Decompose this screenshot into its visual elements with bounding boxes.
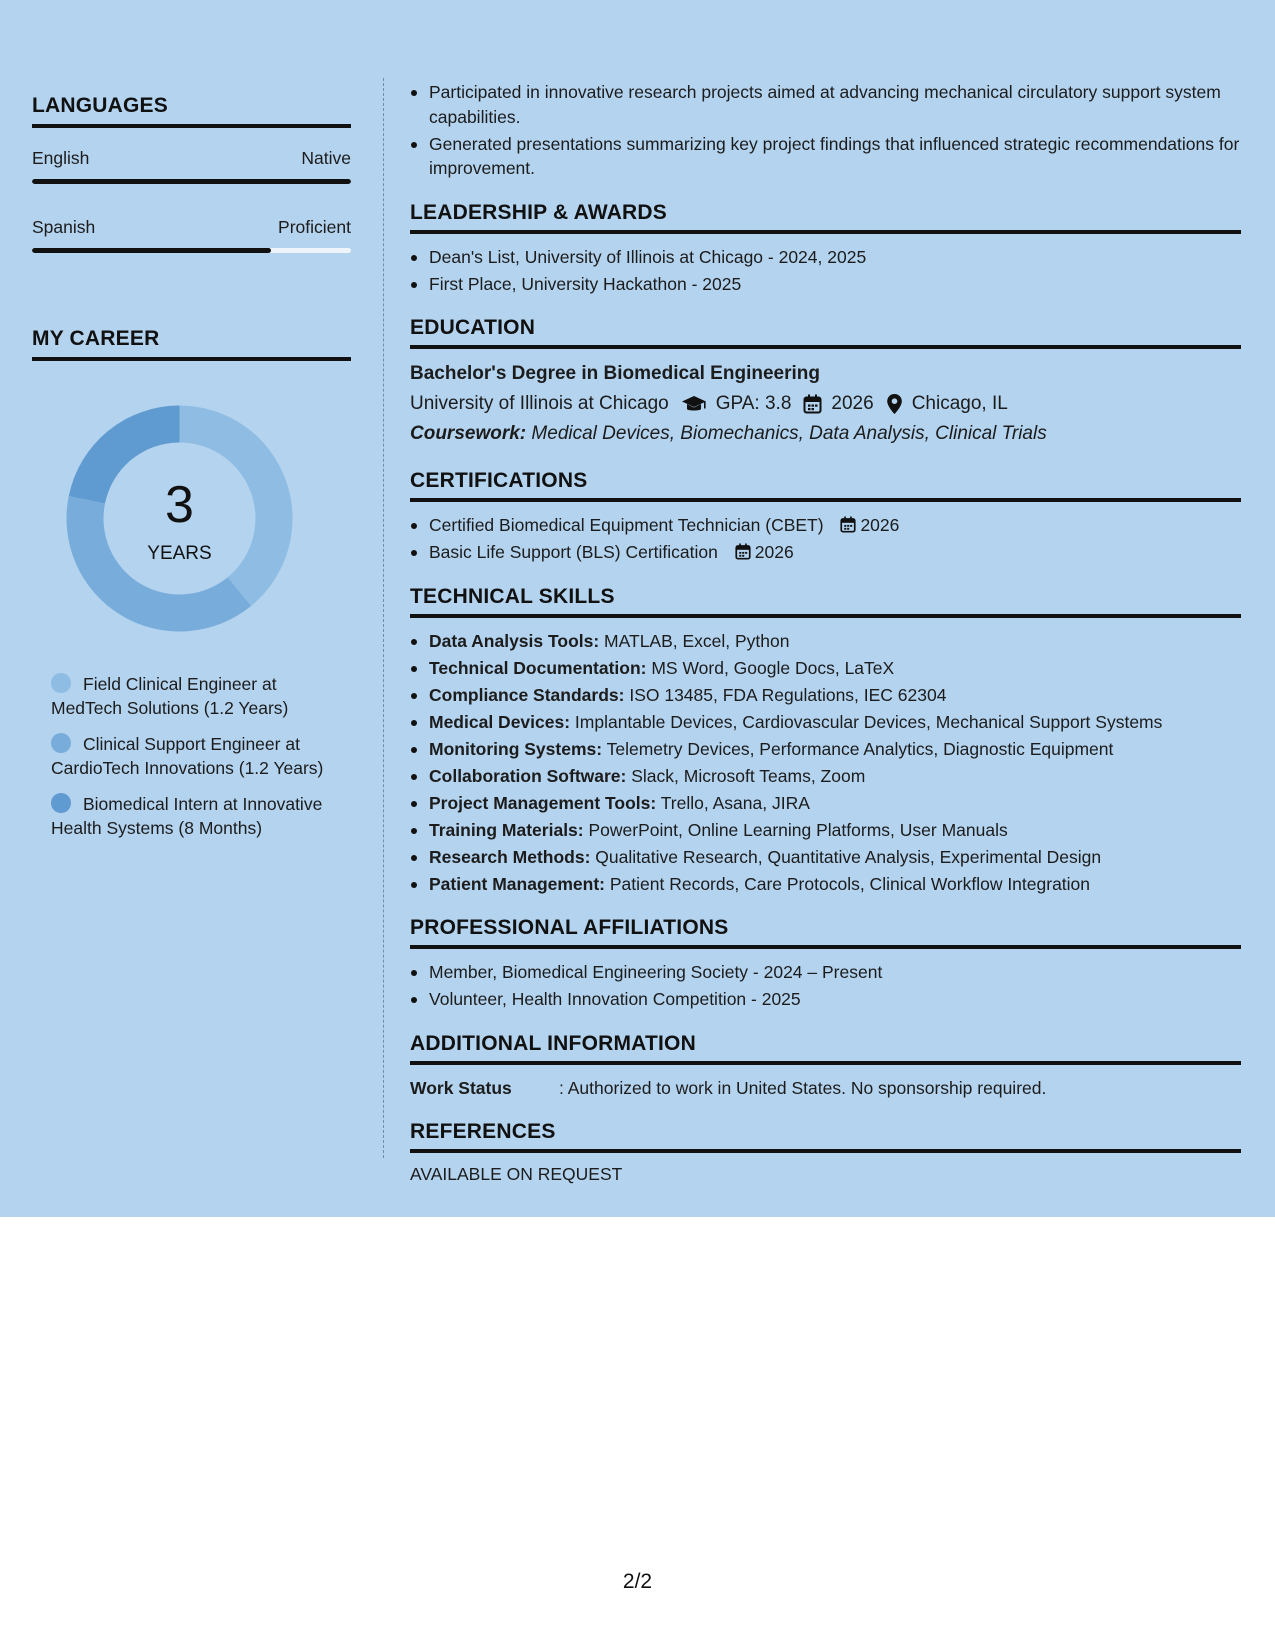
skill-value: PowerPoint, Online Learning Platforms, User Manuals	[583, 819, 1008, 840]
language-bar-fill	[32, 179, 351, 184]
work-status-value: : Authorized to work in United States. No sponsorship required.	[559, 1077, 1047, 1098]
legend-label: Biomedical Intern at Innovative Health Systems (8 Months)	[51, 794, 323, 838]
graduation-cap-icon	[681, 394, 707, 414]
legend-dot-icon	[51, 673, 71, 693]
experience-bullet: Generated presentations summarizing key project findings that influenced strategic recommendations for improvement.	[410, 132, 1241, 181]
career-donut	[66, 405, 293, 632]
skills-rule	[410, 614, 1241, 618]
leadership-item: First Place, University Hackathon - 2025	[410, 272, 1241, 297]
skill-item	[410, 629, 1241, 654]
certifications-heading: CERTIFICATIONS	[410, 469, 588, 492]
career-heading: MY CAREER	[32, 327, 160, 350]
languages-heading: LANGUAGES	[32, 94, 168, 117]
career-legend	[51, 672, 331, 840]
language-level: Proficient	[278, 217, 351, 237]
affiliations-list	[410, 960, 1241, 1012]
languages-section	[32, 94, 351, 253]
work-status	[410, 1076, 1241, 1100]
references-text: AVAILABLE ON REQUEST	[410, 1163, 623, 1184]
skill-item	[410, 656, 1241, 681]
education-gpa: GPA: 3.8	[715, 393, 792, 414]
education-coursework	[410, 419, 1241, 449]
affiliation-item: Volunteer, Health Innovation Competition - 2025	[410, 987, 1241, 1012]
skills-heading: TECHNICAL SKILLS	[410, 584, 615, 608]
affiliations-section	[410, 916, 1241, 1012]
skill-value: Qualitative Research, Quantitative Analysis, Experimental Design	[590, 846, 1102, 867]
skill-label: Collaboration Software:	[429, 765, 627, 786]
certification-name: Basic Life Support (BLS) Certification	[429, 542, 718, 562]
education-heading: EDUCATION	[410, 316, 536, 339]
legend-label: Field Clinical Engineer at MedTech Solutions (1.2 Years)	[51, 674, 289, 718]
leadership-heading: LEADERSHIP & AWARDS	[410, 200, 667, 224]
legend-dot-icon	[51, 793, 71, 813]
page-number: 2/2	[622, 1570, 653, 1593]
skill-value: MS Word, Google Docs, LaTeX	[646, 657, 895, 678]
additional-rule	[410, 1061, 1241, 1065]
education-rule	[410, 345, 1241, 349]
references-rule	[410, 1149, 1241, 1153]
skill-item	[410, 791, 1241, 816]
experience-bullets	[410, 80, 1241, 181]
language-row	[32, 148, 351, 169]
education-location: Chicago, IL	[911, 393, 1008, 414]
references-heading: REFERENCES	[410, 1119, 556, 1143]
skills-list	[410, 629, 1241, 897]
language-level: Native	[301, 148, 351, 168]
work-status-label: Work Status	[410, 1077, 512, 1098]
calendar-icon	[840, 516, 856, 533]
map-pin-icon	[886, 393, 903, 415]
certifications-rule	[410, 498, 1241, 502]
skill-label: Medical Devices:	[429, 711, 571, 732]
skill-item	[410, 737, 1241, 762]
calendar-icon	[803, 394, 822, 414]
coursework-label: Coursework:	[410, 423, 527, 444]
experience-bullet: Participated in innovative research projects aimed at advancing mechanical circulatory support system capabilities.	[410, 80, 1241, 129]
affiliations-heading: PROFESSIONAL AFFILIATIONS	[410, 916, 729, 939]
skill-item	[410, 818, 1241, 843]
skill-value: Telemetry Devices, Performance Analytics, Diagnostic Equipment	[602, 738, 1114, 759]
legend-label: Clinical Support Engineer at CardioTech Innovations (1.2 Years)	[51, 734, 324, 778]
references-section	[410, 1120, 1241, 1185]
skill-value: Slack, Microsoft Teams, Zoom	[626, 765, 866, 786]
skills-section	[410, 585, 1241, 897]
career-total-value: 3	[165, 476, 194, 534]
skill-item	[410, 845, 1241, 870]
left-column	[32, 94, 351, 852]
affiliation-item: Member, Biomedical Engineering Society - 2024 – Present	[410, 960, 1241, 985]
legend-item	[51, 672, 331, 720]
certification-item	[410, 540, 1241, 565]
calendar-icon	[735, 543, 751, 560]
certification-year: 2026	[860, 515, 900, 535]
certification-item	[410, 513, 1241, 538]
skill-value: Implantable Devices, Cardiovascular Devices, Mechanical Support Systems	[570, 711, 1163, 732]
right-column	[410, 80, 1241, 1185]
language-bar	[32, 248, 351, 253]
column-divider	[383, 78, 384, 1158]
career-total-unit: YEARS	[147, 543, 212, 564]
skill-label: Monitoring Systems:	[429, 738, 603, 759]
language-name: Spanish	[32, 217, 96, 237]
legend-item	[51, 792, 331, 840]
skill-value: Trello, Asana, JIRA	[656, 792, 810, 813]
language-row	[32, 217, 351, 238]
skill-item	[410, 872, 1241, 897]
education-section	[410, 316, 1241, 449]
skill-item	[410, 683, 1241, 708]
skill-label: Data Analysis Tools:	[429, 630, 600, 651]
leadership-rule	[410, 230, 1241, 234]
certification-year: 2026	[754, 542, 794, 562]
skill-label: Compliance Standards:	[429, 684, 625, 705]
leadership-section	[410, 201, 1241, 297]
skill-label: Training Materials:	[429, 819, 584, 840]
legend-item	[51, 732, 331, 780]
skill-label: Technical Documentation:	[429, 657, 647, 678]
certifications-list	[410, 513, 1241, 565]
skill-label: Patient Management:	[429, 873, 605, 894]
skill-label: Research Methods:	[429, 846, 591, 867]
education-details	[410, 388, 1241, 419]
language-bar	[32, 179, 351, 184]
skill-value: ISO 13485, FDA Regulations, IEC 62304	[624, 684, 947, 705]
coursework-list: Medical Devices, Biomechanics, Data Analysis, Clinical Trials	[526, 423, 1047, 444]
certifications-section	[410, 469, 1241, 565]
language-name: English	[32, 148, 90, 168]
education-degree: Bachelor's Degree in Biomedical Engineering	[410, 363, 820, 384]
language-bar-fill	[32, 248, 271, 253]
skill-item	[410, 764, 1241, 789]
legend-dot-icon	[51, 733, 71, 753]
languages-rule	[32, 124, 351, 128]
education-school: University of Illinois at Chicago	[410, 393, 669, 414]
skill-item	[410, 710, 1241, 735]
career-section	[32, 327, 351, 840]
skill-value: MATLAB, Excel, Python	[599, 630, 790, 651]
skill-label: Project Management Tools:	[429, 792, 657, 813]
additional-heading: ADDITIONAL INFORMATION	[410, 1031, 696, 1055]
skill-value: Patient Records, Care Protocols, Clinical Workflow Integration	[605, 873, 1091, 894]
career-rule	[32, 357, 351, 361]
additional-section	[410, 1032, 1241, 1100]
leadership-list	[410, 245, 1241, 297]
education-year: 2026	[831, 393, 874, 414]
certification-name: Certified Biomedical Equipment Technician (CBET)	[429, 515, 824, 535]
affiliations-rule	[410, 945, 1241, 949]
leadership-item: Dean's List, University of Illinois at Chicago - 2024, 2025	[410, 245, 1241, 270]
